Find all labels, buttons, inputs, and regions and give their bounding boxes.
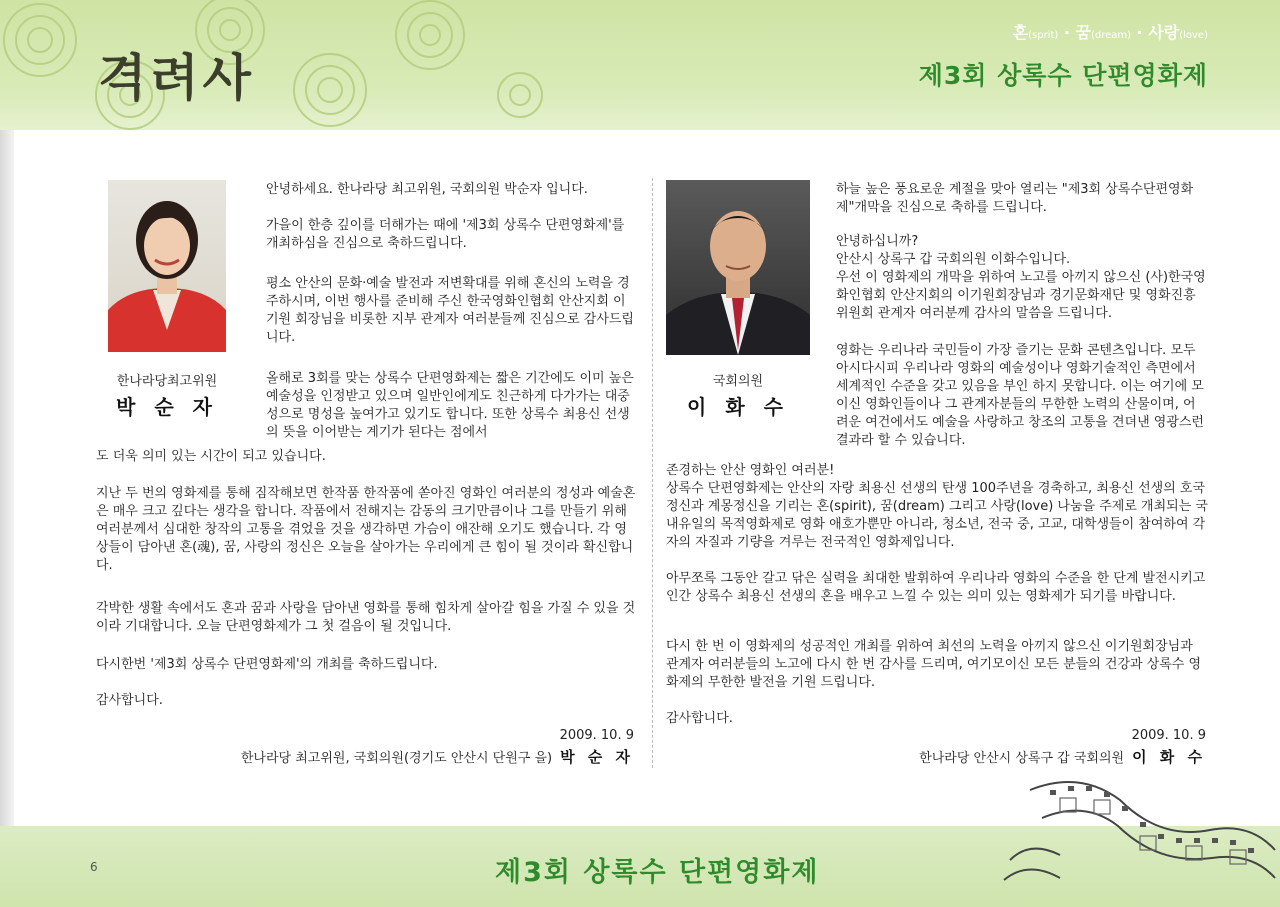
- signature-name: 박 순 자: [560, 748, 634, 766]
- right-closing: 감사합니다.: [666, 711, 733, 726]
- speaker-name: 박 순 자: [116, 395, 218, 419]
- page-number: 6: [90, 860, 98, 874]
- left-date: 2009. 10. 9: [559, 728, 634, 743]
- left-paragraph-1: 안녕하세요. 한나라당 최고위원, 국회의원 박순자 입니다.: [266, 182, 588, 197]
- signature-title: 한나라당 최고위원, 국회의원(경기도 안산시 단원구 을): [240, 751, 553, 766]
- left-paragraph-5: 지난 두 번의 영화제를 통해 짐작해보면 한작품 한작품에 쏟아진 영화인 여러분의 정성과 예술혼은 매우 크고 깊다는 생각을 합니다. 작품에서 전해지는 감동의 크기만큼이나 그를 만들기 위해 여러분께서 심대한 창작의 고통을 겪었을 것을 생각하면 가슴이 애잔해 오기도 했습니다. 각 영상들이 담아낸 혼(魂), 꿈, 사랑의 정신은 오늘을 살아가는 우리에게 큰 힘이 될 것이라 확신합니다.: [96, 486, 636, 573]
- page-binding-edge: [0, 0, 14, 907]
- page-title: 격려사: [98, 48, 255, 107]
- left-paragraph-7: 다시한번 '제3회 상록수 단편영화제'의 개최를 축하드립니다.: [96, 657, 438, 672]
- speaker-caption-lee: [666, 370, 810, 420]
- right-date: 2009. 10. 9: [1131, 728, 1206, 743]
- left-paragraph-2: 가을이 한층 깊이를 더해가는 때에 '제3회 상록수 단편영화제'를 개최하심을 진심으로 축하드립니다.: [266, 218, 625, 251]
- right-paragraph-6: 다시 한 번 이 영화제의 성공적인 개최를 위하여 최선의 노력을 아끼지 않으신 이기원회장님과 관계자 여러분들의 노고에 다시 한 번 감사를 드리며, 여기모이신 모든 분들의 건강과 상록수 영화제의 무한한 발전을 기원 드립니다.: [666, 639, 1202, 690]
- portrait-woman-icon: [108, 180, 226, 352]
- portrait-photo-park: [108, 180, 226, 352]
- speaker-role: 한나라당최고위원: [116, 374, 218, 389]
- festival-title-header: 제3회 상록수 단편영화제: [918, 61, 1208, 90]
- swirl-pattern-decoration: [0, 0, 560, 130]
- left-paragraph-6: 각박한 생활 속에서도 혼과 꿈과 사랑을 담아낸 영화를 통해 힘차게 살아갈 힘을 가질 수 있을 것이라 기대합니다. 오늘 단편영화제가 그 첫 걸음이 될 것입니다.: [96, 601, 636, 634]
- right-paragraph-5: 아무쪼록 그동안 갈고 닦은 실력을 최대한 발휘하여 우리나라 영화의 수준을 한 단계 발전시키고 인간 상록수 최용신 선생의 혼을 배우고 느낄 수 있는 의미 있는 영화제가 되기를 바랍니다.: [666, 571, 1206, 604]
- tagline-love: 사랑: [1148, 23, 1180, 42]
- left-paragraph-3: 평소 안산의 문화·예술 발전과 저변확대를 위해 혼신의 노력을 경주하시며, 이번 행사를 준비해 주신 한국영화인협회 안산지회 이기원 회장님을 비롯한 지부 관계자 여러분들께 진심으로 감사드립니다.: [266, 276, 634, 345]
- festival-title-footer: 제3회 상록수 단편영화제: [495, 857, 820, 888]
- film-strip-icon: [990, 760, 1280, 907]
- portrait-photo-lee: [666, 180, 810, 355]
- left-signature: [200, 746, 634, 767]
- right-paragraph-2: 안녕하십니까? 안산시 상록구 갑 국회의원 이화수입니다. 우선 이 영화제의 개막을 위하여 노고를 아끼지 않으신 (사)한국영화인협회 안산지회의 이기원회장님과 경기문화재단 및 영화진흥위원회 관계자 여러분께 감사의 말씀을 드립니다.: [836, 234, 1206, 321]
- tagline-dream: 꿈: [1075, 23, 1091, 42]
- signature-name: 이 화 수: [1132, 748, 1206, 766]
- portrait-man-icon: [666, 180, 810, 355]
- left-closing: 감사합니다.: [96, 693, 163, 708]
- speaker-role: 국회의원: [712, 374, 764, 389]
- right-paragraph-4: 존경하는 안산 영화인 여러분! 상록수 단편영화제는 안산의 자랑 최용신 선생의 탄생 100주년을 경축하고, 최용신 선생의 호국정신과 계몽정신을 기리는 혼(spirit), 꿈(dream) 그리고 사랑(love) 나눔을 주제로 개최되는 국내유일의 목적영화제로 영화 애호가뿐만 아니라, 청소년, 전국 중, 고교, 대학생들이 참여하여 각자의 자질과 기량을 겨루는 전국적인 영화제입니다.: [666, 463, 1208, 550]
- tagline-spirit: 혼: [1012, 23, 1029, 42]
- right-paragraph-3: 영화는 우리나라 국민들이 가장 즐기는 문화 콘텐츠입니다. 모두 아시다시피 우리나라 영화의 예술성이나 영화기술적인 측면에서 세계적인 수준을 갖고 있음을 부인 하지 못합니다. 이는 여기에 모이신 영화인들이나 그 관계자분들의 무한한 노력의 산물이며, 어려운 여건에서도 예술을 사랑하고 창조의 고통을 견뎌낸 영광스런 결과라 할 수 있습니다.: [836, 343, 1204, 448]
- speaker-caption-park: [96, 370, 238, 420]
- right-paragraph-1: 하늘 높은 풍요로운 계절을 맞아 열리는 "제3회 상록수단편영화제"개막을 진심으로 축하를 드립니다.: [836, 182, 1194, 215]
- theme-tagline: 혼(sprit) · 꿈(dream) · 사랑(love): [1012, 23, 1208, 42]
- speaker-name: 이 화 수: [687, 395, 789, 419]
- column-divider: [652, 178, 653, 768]
- signature-title: 한나라당 안산시 상록구 갑 국회의원: [919, 751, 1125, 766]
- left-paragraph-4: 올해로 3회를 맞는 상록수 단편영화제는 짧은 기간에도 이미 높은 예술성을 인정받고 있으며 일반인에게도 친근하게 다가가는 대중성으로 명성을 높여가고 있기도 합니다. 또한 상록수 최용신 선생의 뜻을 이어받는 계기가 된다는 점에서: [266, 371, 634, 440]
- left-paragraph-4-continued: 도 더욱 의미 있는 시간이 되고 있습니다.: [96, 449, 326, 464]
